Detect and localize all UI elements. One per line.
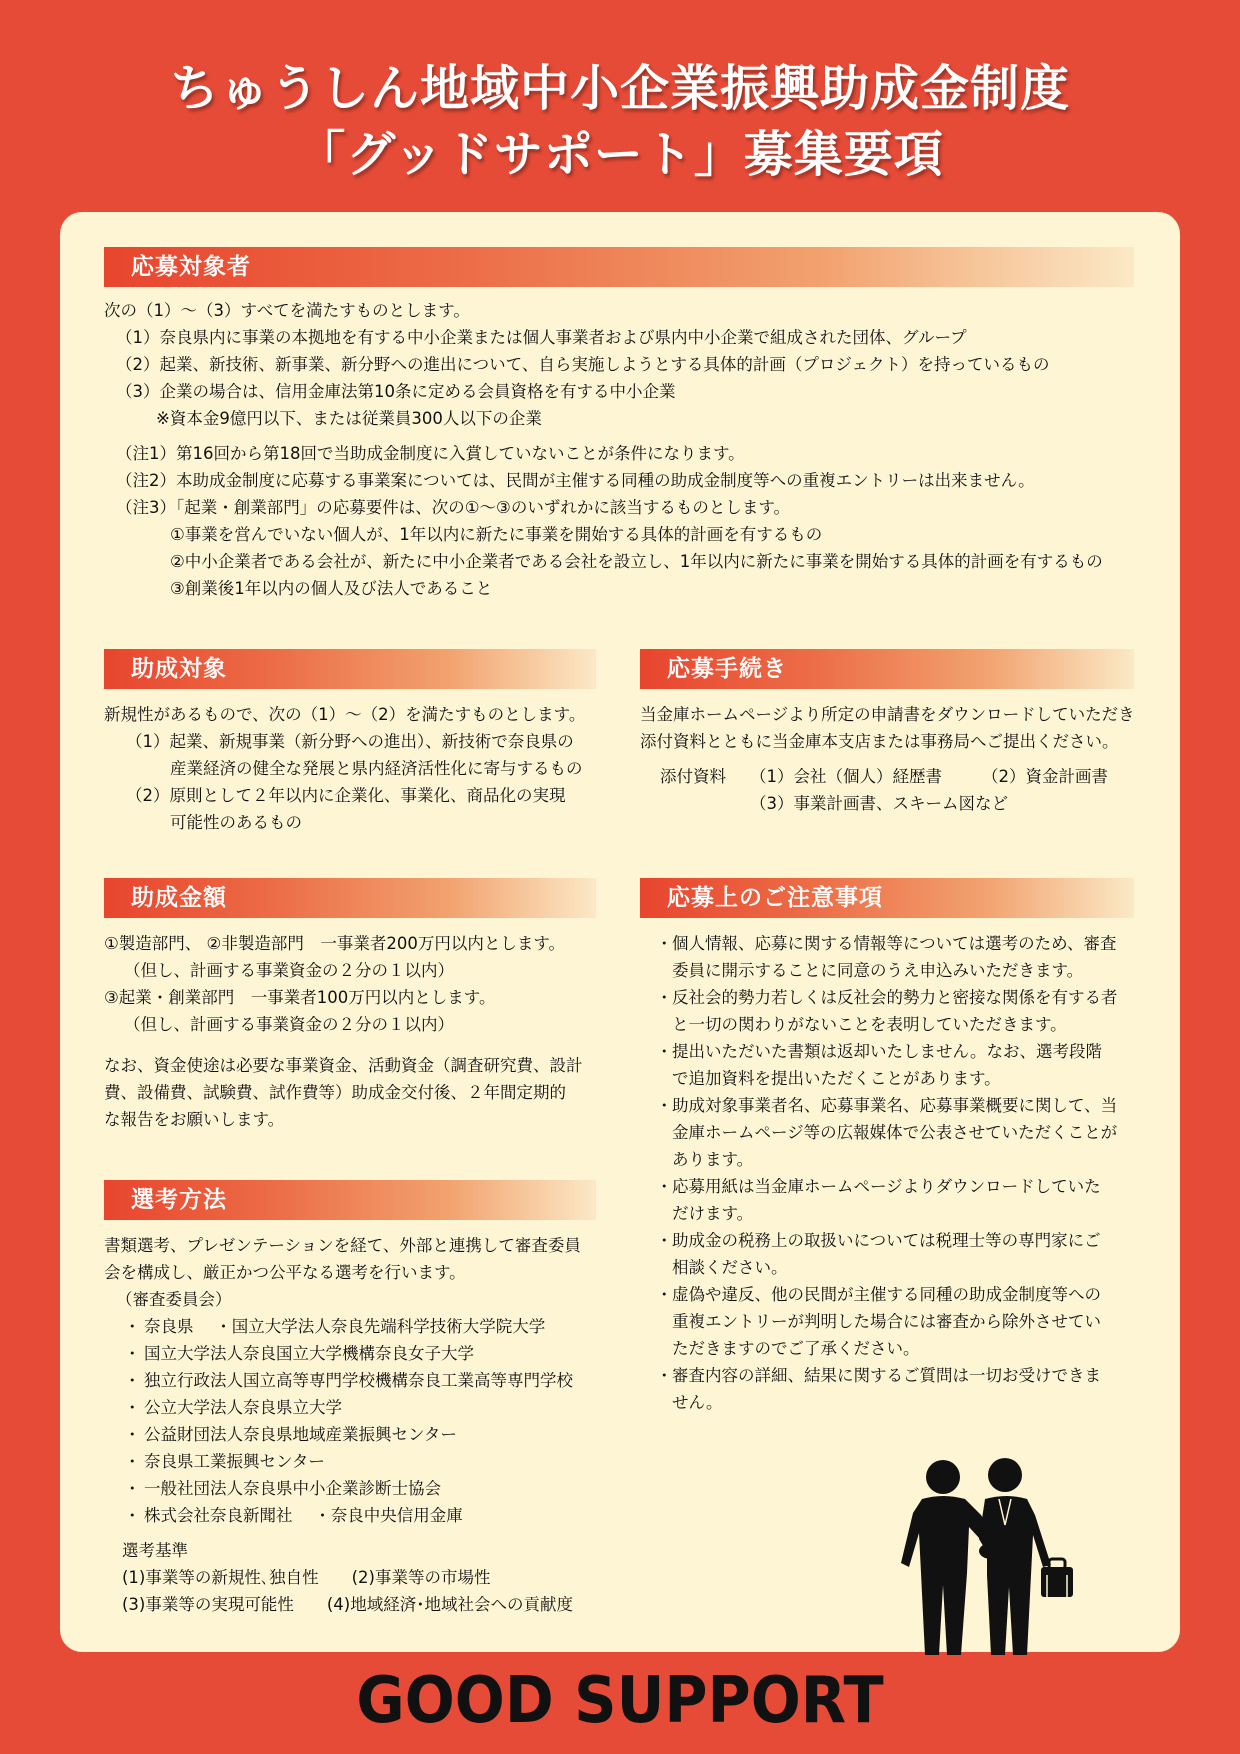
committee-list bbox=[104, 1313, 596, 1529]
committee-member: ・ 独立行政法人国立高等専門学校機構奈良工業高等専門学校 bbox=[122, 1367, 596, 1394]
attachments bbox=[640, 763, 1134, 790]
committee-member: ・ 国立大学法人奈良国立大学機構奈良女子大学 bbox=[122, 1340, 596, 1367]
note3-item: ①事業を営んでいない個人が、1年以内に新たに事業を開始する具体的計画を有するもの bbox=[170, 525, 823, 544]
caution-item bbox=[654, 1281, 1134, 1362]
caution-line: ・ 虚偽や違反、他の民間が主催する同種の助成金制度等への bbox=[654, 1281, 1134, 1308]
subject-item: （2）原則として２年以内に企業化、事業化、商品化の実現 bbox=[126, 786, 566, 805]
amount-note: な報告をお願いします。 bbox=[104, 1110, 285, 1129]
title-line-1: ちゅうしん地域中小企業振興助成金制度 bbox=[169, 60, 1070, 117]
note3-item: ②中小企業者である会社が、新たに中小企業者である会社を設立し、1年以内に新たに事業を開始する具体的計画を有するもの bbox=[170, 552, 1103, 571]
title-line-2: 「グッドサポート」募集要項 bbox=[296, 126, 944, 183]
eligibility-item: （3）企業の場合は、信用金庫法第10条に定める会員資格を有する中小企業 bbox=[116, 382, 676, 401]
attachment-item: （3）事業計画書、スキーム図など bbox=[750, 794, 1008, 813]
section-heading: 助成対象 bbox=[104, 649, 596, 689]
page-title bbox=[0, 56, 1240, 188]
caution-line: ・ 提出いただいた書類は返却いたしません。なお、選考段階 bbox=[654, 1038, 1134, 1065]
subject-item-cont: 可能性のあるもの bbox=[170, 813, 302, 832]
caution-line: 重複エントリーが判明した場合には審査から除外させてい bbox=[672, 1312, 1101, 1331]
caution-line: ・ 助成対象事業者名、応募事業名、応募事業概要に関して、当 bbox=[654, 1092, 1134, 1119]
caution-line: ・ 審査内容の詳細、結果に関するご質問は一切お受けできま bbox=[654, 1362, 1134, 1389]
cautions-list bbox=[640, 918, 1134, 1416]
committee-member: ・ 公益財団法人奈良県地域産業振興センター bbox=[122, 1421, 596, 1448]
section-heading: 助成金額 bbox=[104, 878, 596, 918]
selection-line: 書類選考、プレゼンテーションを経て、外部と連携して審査委員 bbox=[104, 1236, 581, 1255]
criteria-label: 選考基準 bbox=[122, 1541, 188, 1560]
eligibility-note: （注3）「起業・創業部門」の応募要件は、次の①～③のいずれかに該当するものとします。 bbox=[116, 498, 791, 517]
caution-item bbox=[654, 1362, 1134, 1416]
committee-member: ・ 奈良県 ・国立大学法人奈良先端科学技術大学院大学 bbox=[122, 1313, 596, 1340]
caution-line: 相談ください。 bbox=[672, 1258, 788, 1277]
caution-line: だけます。 bbox=[672, 1204, 754, 1223]
caution-line: と一切の関わりがないことを表明していただきます。 bbox=[672, 1015, 1067, 1034]
caution-line: 金庫ホームページ等の広報媒体で公表させていただくことが bbox=[672, 1123, 1118, 1142]
section-subject bbox=[104, 649, 596, 836]
subject-item: （1）起業、新規事業（新分野への進出）、新技術で奈良県の bbox=[126, 732, 574, 751]
section-amount bbox=[104, 878, 596, 1133]
caution-item bbox=[654, 1092, 1134, 1173]
caution-line: ・ 個人情報、応募に関する情報等については選考のため、審査 bbox=[654, 930, 1134, 957]
criteria-line: (1)事業等の新規性､独自性 (2)事業等の市場性 bbox=[122, 1568, 491, 1587]
committee-member: ・ 株式会社奈良新聞社 ・奈良中央信用金庫 bbox=[122, 1502, 596, 1529]
subject-item-cont: 産業経済の健全な発展と県内経済活性化に寄与するもの bbox=[170, 759, 583, 778]
good-support-logo: GOOD SUPPORT bbox=[356, 1664, 884, 1738]
note3-item: ③創業後1年以内の個人及び法人であること bbox=[170, 579, 493, 598]
eligibility-subnote: ※資本金9億円以下、または従業員300人以下の企業 bbox=[156, 409, 542, 428]
caution-item bbox=[654, 1173, 1134, 1227]
committee-member: ・ 一般社団法人奈良県中小企業診断士協会 bbox=[122, 1475, 596, 1502]
committee-label: （審査委員会） bbox=[116, 1290, 232, 1309]
eligibility-intro: 次の（1）～（3）すべてを満たすものとします。 bbox=[104, 301, 470, 320]
section-heading: 応募対象者 bbox=[104, 247, 1134, 287]
amount-line: （但し、計画する事業資金の２分の１以内） bbox=[124, 961, 454, 980]
committee-member: ・ 奈良県工業振興センター bbox=[122, 1448, 596, 1475]
eligibility-item: （2）起業、新技術、新事業、新分野への進出について、自ら実施しようとする具体的計画（プロジェクト）を持っているもの bbox=[116, 355, 1050, 374]
section-heading: 選考方法 bbox=[104, 1180, 596, 1220]
attachments-label: 添付資料 bbox=[660, 767, 726, 786]
caution-line: ・ 応募用紙は当金庫ホームページよりダウンロードしていた bbox=[654, 1173, 1134, 1200]
caution-line: ただきますのでご了承ください。 bbox=[672, 1339, 920, 1358]
caution-item bbox=[654, 1038, 1134, 1092]
amount-line: ①製造部門、 ②非製造部門 一事業者200万円以内とします。 bbox=[104, 934, 566, 953]
subject-intro: 新規性があるもので、次の（1）～（2）を満たすものとします。 bbox=[104, 705, 586, 724]
criteria-line: (3)事業等の実現可能性 (4)地域経済･地域社会への貢献度 bbox=[122, 1595, 573, 1614]
amount-line: ③起業・創業部門 一事業者100万円以内とします。 bbox=[104, 988, 496, 1007]
amount-note: なお、資金使途は必要な事業資金、活動資金（調査研究費、設計 bbox=[104, 1056, 583, 1075]
selection-line: 会を構成し、厳正かつ公平なる選考を行います。 bbox=[104, 1263, 466, 1282]
committee-member: ・ 公立大学法人奈良県立大学 bbox=[122, 1394, 596, 1421]
section-procedure bbox=[640, 649, 1134, 817]
content-panel bbox=[60, 212, 1180, 1652]
eligibility-item: （1）奈良県内に事業の本拠地を有する中小企業または個人事業者および県内中小企業で組成された団体、グループ bbox=[116, 328, 967, 347]
attachment-item: （2）資金計画書 bbox=[982, 767, 1108, 786]
caution-line: あります。 bbox=[672, 1150, 754, 1169]
section-cautions bbox=[640, 878, 1134, 1416]
attachment-item: （1）会社（個人）経歴書 bbox=[750, 767, 942, 786]
amount-line: （但し、計画する事業資金の２分の１以内） bbox=[124, 1015, 454, 1034]
caution-line: ・ 反社会的勢力若しくは反社会的勢力と密接な関係を有する者 bbox=[654, 984, 1134, 1011]
caution-line: で追加資料を提出いただくことがあります。 bbox=[672, 1069, 1001, 1088]
caution-line: せん。 bbox=[672, 1393, 723, 1412]
handshake-businessmen-icon bbox=[895, 1455, 1095, 1660]
section-heading: 応募上のご注意事項 bbox=[640, 878, 1134, 918]
caution-item bbox=[654, 930, 1134, 984]
procedure-line: 当金庫ホームページより所定の申請書をダウンロードしていただき bbox=[640, 705, 1135, 724]
amount-note: 費、設備費、試験費、試作費等）助成金交付後、２年間定期的 bbox=[104, 1083, 566, 1102]
procedure-line: 添付資料とともに当金庫本支店または事務局へご提出ください。 bbox=[640, 732, 1119, 751]
section-eligibility bbox=[104, 247, 1134, 602]
eligibility-note: （注2）本助成金制度に応募する事業案については、民間が主催する同種の助成金制度等への重複エントリーは出来ません。 bbox=[116, 471, 1035, 490]
caution-item bbox=[654, 1227, 1134, 1281]
section-heading: 応募手続き bbox=[640, 649, 1134, 689]
caution-line: 委員に開示することに同意のうえ申込みいただきます。 bbox=[672, 961, 1084, 980]
caution-line: ・ 助成金の税務上の取扱いについては税理士等の専門家にご bbox=[654, 1227, 1134, 1254]
caution-item bbox=[654, 984, 1134, 1038]
section-selection bbox=[104, 1180, 596, 1618]
eligibility-note: （注1）第16回から第18回で当助成金制度に入賞していないことが条件になります。 bbox=[116, 444, 745, 463]
